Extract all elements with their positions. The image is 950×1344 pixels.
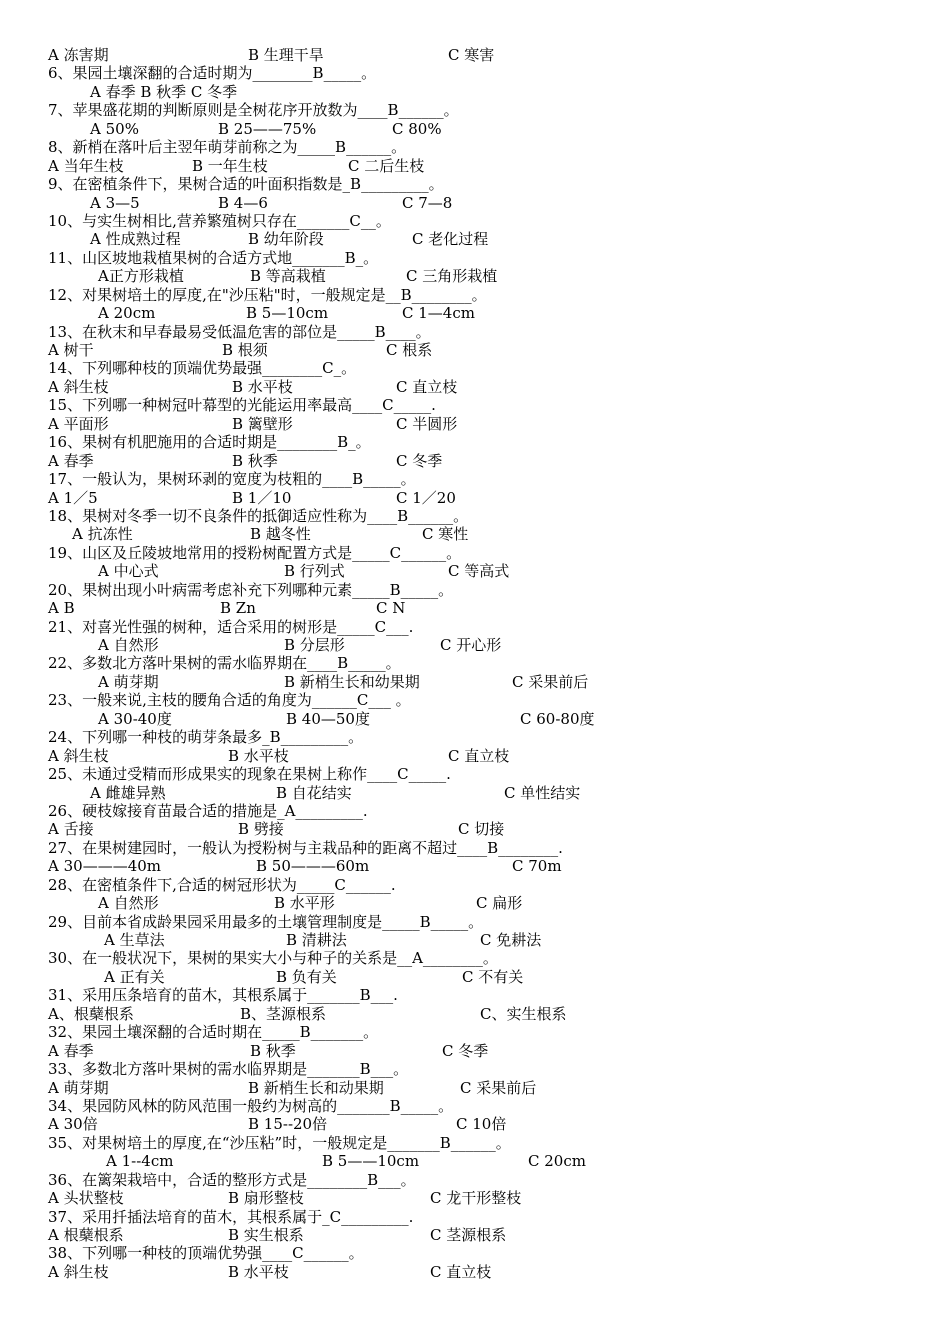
- option-text: C 切接: [458, 820, 505, 839]
- document-line: [0, 194, 950, 212]
- option-text: B 水平形: [274, 894, 335, 913]
- document-line: [0, 433, 950, 451]
- document-line: [0, 949, 950, 967]
- question-text: 37、采用扦插法培育的苗木，其根系属于_C_________.: [48, 1207, 414, 1226]
- option-text: A 春季: [48, 451, 94, 470]
- option-text: A 萌芽期: [98, 672, 159, 691]
- option-text: A正方形栽植: [98, 267, 184, 286]
- option-text: C 20cm: [528, 1152, 586, 1171]
- option-text: B 生理干旱: [248, 46, 324, 64]
- option-text: C 根系: [386, 341, 433, 359]
- document-line: [0, 636, 950, 654]
- document-line: [0, 1060, 950, 1078]
- option-text: B 秋季: [250, 1041, 296, 1060]
- option-text: B 25——75%: [218, 119, 317, 138]
- option-text: A 3—5: [90, 193, 140, 212]
- option-text: A 雌雄异熟: [90, 783, 166, 802]
- document-line: [0, 1079, 950, 1097]
- option-text: A 头状整枝: [48, 1189, 124, 1208]
- document-line: [0, 1023, 950, 1041]
- option-text: A 30———40m: [48, 857, 161, 876]
- document-line: [0, 249, 950, 267]
- option-text: B 等高栽植: [250, 267, 326, 286]
- document-line: [0, 64, 950, 82]
- question-text: 26、硬枝嫁接育苗最合适的措施是_A_________.: [48, 801, 368, 820]
- question-text: 7、苹果盛花期的判断原则是全树花序开放数为____B______。: [48, 101, 459, 120]
- option-text: C 80%: [392, 119, 442, 138]
- option-text: A 斜生枝: [48, 746, 109, 765]
- question-text: 23、一般来说,主枝的腰角合适的角度为______C___ 。: [48, 691, 411, 710]
- option-text: B 水平枝: [232, 377, 293, 396]
- option-text: C、实生根系: [480, 1004, 567, 1023]
- document-line: [0, 507, 950, 525]
- option-text: C 1—4cm: [402, 304, 475, 323]
- option-text: C 7—8: [402, 193, 453, 212]
- option-text: A 中心式: [98, 562, 159, 581]
- option-text: C 采果前后: [512, 672, 589, 691]
- question-text: A 春季 B 秋季 C 冬季: [90, 82, 238, 101]
- option-text: B 50———60m: [256, 857, 370, 876]
- option-text: C 冬季: [442, 1041, 489, 1060]
- question-text: 19、山区及丘陵坡地常用的授粉树配置方式是_____C______。: [48, 543, 462, 562]
- document-line: [0, 341, 950, 359]
- question-text: 9、在密植条件下，果树合适的叶面积指数是_B_________。: [48, 175, 444, 194]
- question-text: 27、在果树建园时，一般认为授粉树与主栽品种的距离不超过____B________.: [48, 838, 563, 857]
- option-text: A 冻害期: [48, 46, 109, 64]
- option-text: B 水平枝: [228, 746, 289, 765]
- option-text: B 新梢生长和幼果期: [284, 672, 420, 691]
- document-line: [0, 802, 950, 820]
- document-line: [0, 212, 950, 230]
- question-text: 36、在篱架栽培中，合适的整形方式是________B___。: [48, 1170, 416, 1189]
- option-text: A 自然形: [98, 636, 159, 654]
- option-text: B 篱壁形: [232, 414, 293, 433]
- document-line: [0, 1208, 950, 1226]
- option-text: B 根须: [222, 341, 268, 359]
- document-line: [0, 691, 950, 709]
- question-text: 38、下列哪一种枝的顶端优势强____C______。: [48, 1244, 364, 1263]
- question-text: 35、对果树培土的厚度,在“沙压粘”时，一般规定是_______B______。: [48, 1133, 511, 1152]
- question-text: 8、新梢在落叶后主翌年萌芽前称之为_____B______。: [48, 138, 407, 157]
- option-text: B 15--20倍: [248, 1115, 328, 1134]
- option-text: B 水平枝: [228, 1262, 289, 1281]
- document-line: [0, 230, 950, 248]
- option-text: B 越冬性: [250, 525, 311, 544]
- option-text: A 当年生枝: [48, 156, 124, 175]
- option-text: A 平面形: [48, 414, 109, 433]
- option-text: C 半圆形: [396, 414, 458, 433]
- option-text: A 舌接: [48, 820, 94, 839]
- document-line: [0, 673, 950, 691]
- option-text: C 扁形: [476, 894, 523, 913]
- document-line: [0, 857, 950, 875]
- option-text: A 20cm: [98, 304, 156, 323]
- option-text: C 开心形: [440, 636, 502, 654]
- document-line: [0, 359, 950, 377]
- question-text: 28、在密植条件下,合适的树冠形状为_____C______.: [48, 875, 396, 894]
- document-line: [0, 876, 950, 894]
- question-text: 18、果树对冬季一切不良条件的抵御适应性称为____B______。: [48, 506, 469, 525]
- option-text: C 60-80度: [520, 709, 595, 728]
- option-text: B 1／10: [232, 488, 292, 507]
- option-text: A 萌芽期: [48, 1078, 109, 1097]
- option-text: C 直立枝: [448, 746, 510, 765]
- document-line: [0, 1005, 950, 1023]
- option-text: B 幼年阶段: [248, 230, 324, 249]
- question-text: 16、果树有机肥施用的合适时期是________B_。: [48, 433, 371, 452]
- document-line: [0, 120, 950, 138]
- question-text: 32、果园土壤深翻的合适时期在_____B_______。: [48, 1023, 379, 1042]
- option-text: B 4—6: [218, 193, 268, 212]
- document-line: [0, 784, 950, 802]
- option-text: C 不有关: [462, 967, 524, 986]
- option-text: B 劈接: [238, 820, 284, 839]
- document-line: [0, 894, 950, 912]
- option-text: C 采果前后: [460, 1078, 537, 1097]
- option-text: B 5—10cm: [246, 304, 329, 323]
- question-text: 20、果树出现小叶病需考虑补充下列哪种元素_____B_____。: [48, 580, 454, 599]
- document-line: [0, 489, 950, 507]
- document-line: [0, 323, 950, 341]
- option-text: B 实生根系: [228, 1226, 304, 1244]
- option-text: C 直立枝: [396, 377, 458, 396]
- option-text: A 抗冻性: [72, 525, 133, 544]
- document-line: [0, 710, 950, 728]
- option-text: C 70m: [512, 857, 562, 876]
- document-line: [0, 765, 950, 783]
- option-text: A 春季: [48, 1041, 94, 1060]
- question-text: 13、在秋末和早春最易受低温危害的部位是_____B____。: [48, 322, 431, 341]
- document-line: [0, 562, 950, 580]
- document-line: [0, 396, 950, 414]
- document-line: [0, 986, 950, 1004]
- document-line: [0, 138, 950, 156]
- option-text: A 30倍: [48, 1115, 98, 1134]
- option-text: B 扇形整枝: [228, 1189, 304, 1208]
- option-text: B 5——10cm: [322, 1152, 420, 1171]
- option-text: A 30-40度: [98, 709, 172, 728]
- option-text: B 清耕法: [286, 931, 347, 949]
- option-text: B 一年生枝: [192, 156, 268, 175]
- option-text: C 龙干形整枝: [430, 1189, 522, 1208]
- question-text: 25、未通过受精而形成果实的现象在果树上称作____C_____.: [48, 765, 451, 784]
- document-line: [0, 728, 950, 746]
- option-text: C 等高式: [448, 562, 510, 581]
- question-text: 15、下列哪一种树冠叶幕型的光能运用率最高____C_____.: [48, 396, 436, 415]
- option-text: C N: [376, 599, 406, 618]
- option-text: B Zn: [220, 599, 256, 618]
- document-line: [0, 839, 950, 857]
- question-text: 21、对喜光性强的树种，适合采用的树形是_____C___.: [48, 617, 414, 636]
- option-text: C 1／20: [396, 488, 456, 507]
- option-text: A B: [48, 599, 75, 618]
- document-line: [0, 581, 950, 599]
- option-text: A 50%: [90, 119, 139, 138]
- option-text: C 免耕法: [480, 931, 542, 949]
- document-line: [0, 525, 950, 543]
- option-text: C 10倍: [456, 1115, 507, 1134]
- question-text: 17、一般认为，果树环剥的宽度为枝粗的____B_____。: [48, 470, 416, 489]
- option-text: A 斜生枝: [48, 377, 109, 396]
- document-line: [0, 1263, 950, 1281]
- document-line: [0, 820, 950, 838]
- option-text: C 茎源根系: [430, 1226, 507, 1244]
- option-text: A 正有关: [104, 967, 165, 986]
- document-line: [0, 452, 950, 470]
- option-text: C 二后生枝: [348, 156, 425, 175]
- question-text: 11、山区坡地栽植果树的合适方式地_______B_。: [48, 248, 379, 267]
- option-text: B 新梢生长和动果期: [248, 1078, 384, 1097]
- option-text: B 40—50度: [286, 709, 370, 728]
- option-text: A 1--4cm: [106, 1152, 174, 1171]
- option-text: C 冬季: [396, 451, 443, 470]
- option-text: C 三角形栽植: [406, 267, 498, 286]
- option-text: B 负有关: [276, 967, 337, 986]
- document-line: [0, 544, 950, 562]
- document-line: [0, 175, 950, 193]
- document-line: [0, 1152, 950, 1170]
- document-line: [0, 470, 950, 488]
- document-line: [0, 286, 950, 304]
- document-line: [0, 913, 950, 931]
- option-text: A 根蘖根系: [48, 1226, 124, 1244]
- option-text: C 单性结实: [504, 783, 581, 802]
- option-text: B 秋季: [232, 451, 278, 470]
- document-line: [0, 83, 950, 101]
- document-line: [0, 654, 950, 672]
- option-text: C 老化过程: [412, 230, 489, 249]
- option-text: B、茎源根系: [240, 1004, 327, 1023]
- option-text: C 寒性: [422, 525, 469, 544]
- option-text: A 性成熟过程: [90, 230, 181, 249]
- option-text: B 分层形: [284, 636, 345, 654]
- exam-document: [0, 46, 950, 1281]
- document-line: [0, 1134, 950, 1152]
- option-text: A、根蘖根系: [48, 1004, 134, 1023]
- document-line: [0, 747, 950, 765]
- document-line: [0, 378, 950, 396]
- question-text: 34、果园防风林的防风范围一般约为树高的_______B_____。: [48, 1096, 454, 1115]
- option-text: A 自然形: [98, 894, 159, 913]
- document-line: [0, 1115, 950, 1133]
- document-line: [0, 157, 950, 175]
- document-line: [0, 931, 950, 949]
- question-text: 14、下列哪种枝的顶端优势最强________C_。: [48, 359, 357, 378]
- option-text: C 直立枝: [430, 1262, 492, 1281]
- document-line: [0, 267, 950, 285]
- document-line: [0, 1042, 950, 1060]
- question-text: 33、多数北方落叶果树的需水临界期是_______B___。: [48, 1060, 409, 1079]
- document-line: [0, 1189, 950, 1207]
- question-text: 22、多数北方落叶果树的需水临界期在____B_____。: [48, 654, 401, 673]
- option-text: A 树干: [48, 341, 94, 359]
- option-text: A 生草法: [104, 931, 165, 949]
- document-line: [0, 1171, 950, 1189]
- option-text: B 行列式: [284, 562, 345, 581]
- question-text: 12、对果树培土的厚度,在"沙压粘"时，一般规定是__B________。: [48, 285, 487, 304]
- document-line: [0, 599, 950, 617]
- question-text: 24、下列哪一种枝的萌芽条最多_B_________。: [48, 728, 364, 747]
- question-text: 31、采用压条培育的苗木，其根系属于_______B___.: [48, 986, 398, 1005]
- question-text: 6、果园土壤深翻的合适时期为________B_____。: [48, 64, 377, 83]
- option-text: C 寒害: [448, 46, 495, 64]
- document-line: [0, 968, 950, 986]
- question-text: 30、在一般状况下，果树的果实大小与种子的关系是__A________。: [48, 949, 498, 968]
- document-line: [0, 1226, 950, 1244]
- document-line: [0, 415, 950, 433]
- option-text: A 斜生枝: [48, 1262, 109, 1281]
- option-text: A 1／5: [48, 488, 98, 507]
- question-text: 29、目前本省成龄果园采用最多的土壤管理制度是_____B_____。: [48, 912, 484, 931]
- document-line: [0, 1244, 950, 1262]
- document-line: [0, 1097, 950, 1115]
- document-line: [0, 101, 950, 119]
- option-text: B 自花结实: [276, 783, 352, 802]
- document-line: [0, 304, 950, 322]
- question-text: 10、与实生树相比,营养繁殖树只存在_______C__。: [48, 211, 391, 230]
- document-line: [0, 46, 950, 64]
- document-line: [0, 618, 950, 636]
